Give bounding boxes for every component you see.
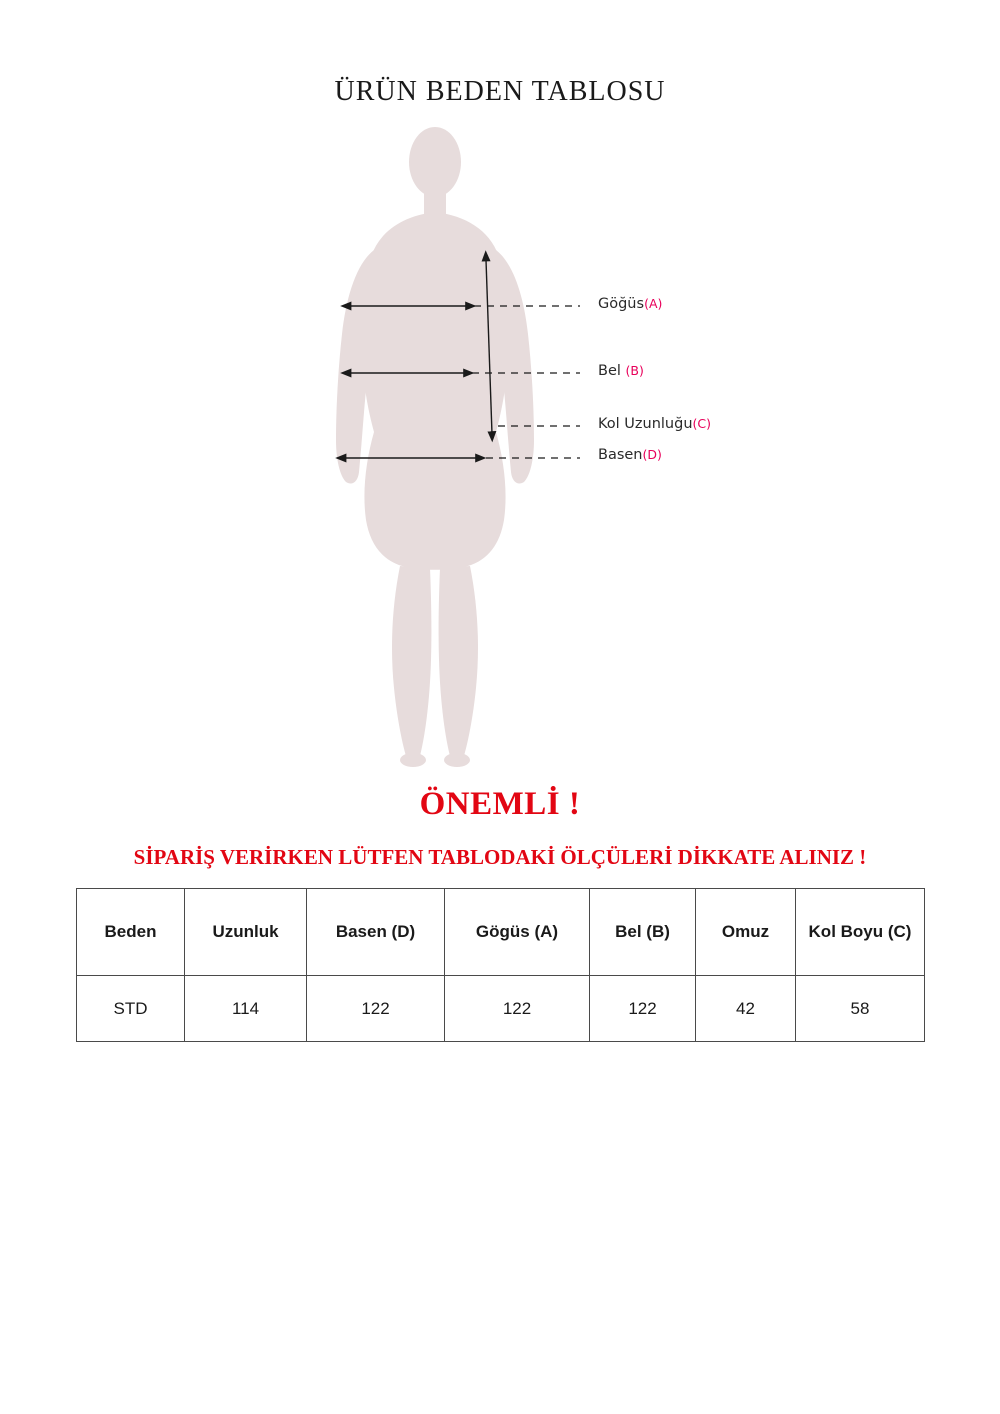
notice-headline: ÖNEMLİ ! [419, 786, 581, 822]
label-bel-text: Bel [598, 363, 626, 379]
label-gogus [598, 296, 662, 312]
table-header-bel: Bel (B) [590, 889, 696, 976]
cell-kol-boyu: 58 [796, 976, 925, 1042]
table-header-uzunluk: Uzunluk [185, 889, 307, 976]
cell-uzunluk: 114 [185, 976, 307, 1042]
page-title: ÜRÜN BEDEN TABLOSU [334, 76, 666, 107]
cell-omuz: 42 [696, 976, 796, 1042]
table-header-beden: Beden [77, 889, 185, 976]
size-table [76, 888, 925, 1042]
table-header-gogus: Gögüs (A) [445, 889, 590, 976]
cell-bel: 122 [590, 976, 696, 1042]
label-bel [598, 363, 644, 379]
table-header-omuz: Omuz [696, 889, 796, 976]
cell-basen: 122 [307, 976, 445, 1042]
silhouette-shape [336, 127, 534, 767]
label-kol-uzunlugu-code: (C) [692, 416, 711, 431]
label-basen [598, 447, 662, 463]
body-figure [250, 120, 770, 770]
table-header-kol-boyu: Kol Boyu (C) [796, 889, 925, 976]
label-basen-text: Basen [598, 447, 643, 463]
table-row [77, 976, 925, 1042]
label-bel-code: (B) [625, 363, 644, 378]
cell-beden: STD [77, 976, 185, 1042]
label-gogus-code: (A) [644, 296, 663, 311]
label-basen-code: (D) [642, 447, 662, 462]
notice-subline: SİPARİŞ VERİRKEN LÜTFEN TABLODAKİ ÖLÇÜLERİ DİKKATE ALINIZ ! [133, 845, 867, 869]
cell-gogus: 122 [445, 976, 590, 1042]
label-kol-uzunlugu-text: Kol Uzunluğu [598, 416, 693, 432]
label-gogus-text: Göğüs [598, 296, 645, 312]
table-header-row [77, 889, 925, 976]
label-kol-uzunlugu [598, 416, 711, 432]
table-header-basen: Basen (D) [307, 889, 445, 976]
